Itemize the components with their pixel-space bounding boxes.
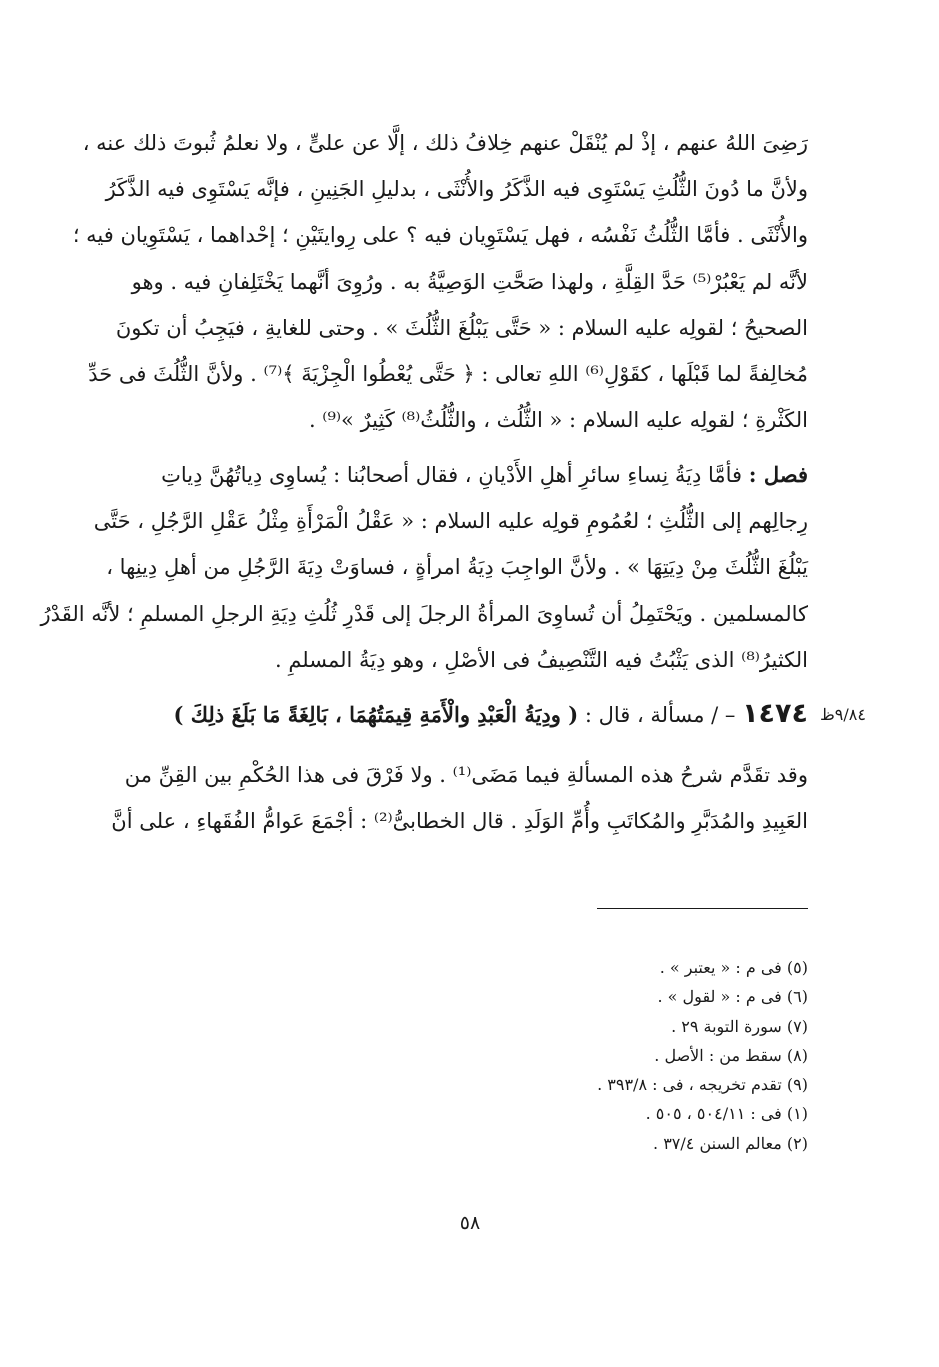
issue-number: ١٤٧٤ [742, 698, 808, 729]
paragraph-1 [72, 120, 808, 443]
text-line: لأنَّه لم يَعْبُرْ⁽⁵⁾ حَدَّ القِلَّةِ ، ولهذا صَحَّتِ الوَصِيَّةُ به . ورُوِىَ أنَّهما يَخْتَلِفانِ فيه . وهو [131, 269, 808, 294]
page-number: ٥٨ [459, 1212, 481, 1234]
section-heading-fasl: فصل : [748, 462, 808, 487]
footnote: (٧) سورة التوبة ٢٩ . [671, 1016, 808, 1036]
text-line-with-heading [128, 452, 808, 498]
footnote-divider [597, 908, 808, 909]
footnotes [428, 953, 808, 1158]
issue-separator: – / [704, 703, 743, 727]
footnote: (٢) معالم السنن ٣٧/٤ . [653, 1133, 808, 1153]
text-line: رَضِىَ اللهُ عنهم ، إذْ لم يُنْقَلْ عنهم خِلافُ ذلك ، إلَّا عن علىٍّ ، ولا نعلمُ ثُبوتَ ذلك عنه ، [82, 131, 808, 155]
paragraph-2 [40, 452, 808, 683]
footnote: (٥) فى م : « يعتبر » . [659, 958, 808, 977]
footnote: (٩) تقدم تخريجه ، فى : ٣٩٣/٨ . [597, 1075, 808, 1095]
text-line: الصحيحُ ؛ لقولِه عليه السلام : « حَتَّى يَبْلُغَ الثُّلُثَ » . وحتى للغايةِ ، فيَجِبُ أن تكونَ [115, 315, 808, 340]
text-line: الكثيرُ⁽⁸⁾ الذى يَثْبُتُ فيه التَّنْصِيفُ فى الأصْلِ ، وهو دِيَةُ المسلمِ . [274, 647, 808, 672]
footnote: (٨) سقط من : الأصل . [654, 1045, 808, 1065]
text-line: العَبِيدِ والمُدَبَّرِ والمُكاتَبِ وأُمِّ الوَلَدِ . قال الخطابىُّ⁽²⁾ : أجْمَعَ عَوامُّ الفُقَهاءِ ، على أنَّ [111, 809, 808, 834]
text-line: والأُنْثَى . فأمَّا الثُّلُثُ نَفْسُه ، فهل يَسْتَوِيان فيه ؟ على رِوايتَيْنِ ؛ إحْداهما ، يَسْتَوِيان فيه ؛ [72, 223, 808, 248]
text-line: مُخالِفةً لما قَبْلَها ، كقَوْلِ⁽⁶⁾ اللهِ تعالى : ﴿ حَتَّى يُعْطُوا الْجِزْيَةَ ﴾⁽⁷⁾ . ولأنَّ الثُّلُثَ فى حَدِّ [88, 362, 808, 387]
text-line: ولأنَّ ما دُونَ الثُّلُثِ يَسْتَوِى فيه الذَّكَرُ والأُنْثَى ، بدليلِ الجَنِينِ ، فإنَّه يَسْتَوِى فيه الذَّكَرُ [105, 177, 808, 202]
text-line: كالمسلمين . ويَحْتَمِلُ أن تُساوِىَ المرأةُ الرجلَ إلى قَدْرِ ثُلُثِ دِيَةِ الرجلِ المسلمِ ؛ لأنَّه القَدْرُ [40, 601, 808, 626]
issue-heading [128, 694, 808, 734]
text-line-content: فأمَّا دِيَةُ نِساءِ سائرِ أهلِ الأَدْيانِ ، فقال أصحابُنا : يُساوِى دِياتُهُنَّ دِياتِ [161, 463, 743, 487]
margin-manuscript-reference: ٩/٨٤ظ [820, 705, 866, 724]
footnote: (١) فى : ٥٠٤/١١ ، ٥٠٥ . [645, 1104, 808, 1124]
text-line: وقد تقَدَّم شرحُ هذه المسألةِ فيما مَضَى⁽¹⁾ . ولا فَرْقَ فى هذا الحُكْمِ بين القِنِّ من [124, 763, 808, 787]
footnote: (٦) فى م : « لقول » . [657, 987, 808, 1007]
text-line: رِجالِهم إلى الثُّلُثِ ؛ لعُمُومِ قولِه عليه السلام : « عَقْلُ الْمَرْأَةِ مِثْلُ عَقْلِ الرَّجُلِ ، حَتَّى [93, 509, 808, 534]
issue-title: ( ودِيَةُ الْعَبْدِ والْأَمَةِ قِيمَتُهُمَا ، بَالِغَةً مَا بَلَغَ ذلِكَ ) [173, 702, 579, 727]
issue-masala-label: مسألة ، قال : [578, 703, 705, 727]
paragraph-3 [111, 752, 808, 844]
text-line: الكَثْرةِ ؛ لقولِه عليه السلام : « الثُّلُث ، والثُّلُثُ⁽⁸⁾ كَثِيرٌ »⁽⁹⁾ . [308, 408, 808, 433]
text-line: يَبْلُغَ الثُّلُثَ مِنْ دِيَتِهَا » . ولأنَّ الواجِبَ دِيَةُ امرأةٍ ، فساوَتْ دِيَةَ الرَّجُلِ من أهلِ دِينِها ، [106, 555, 808, 580]
